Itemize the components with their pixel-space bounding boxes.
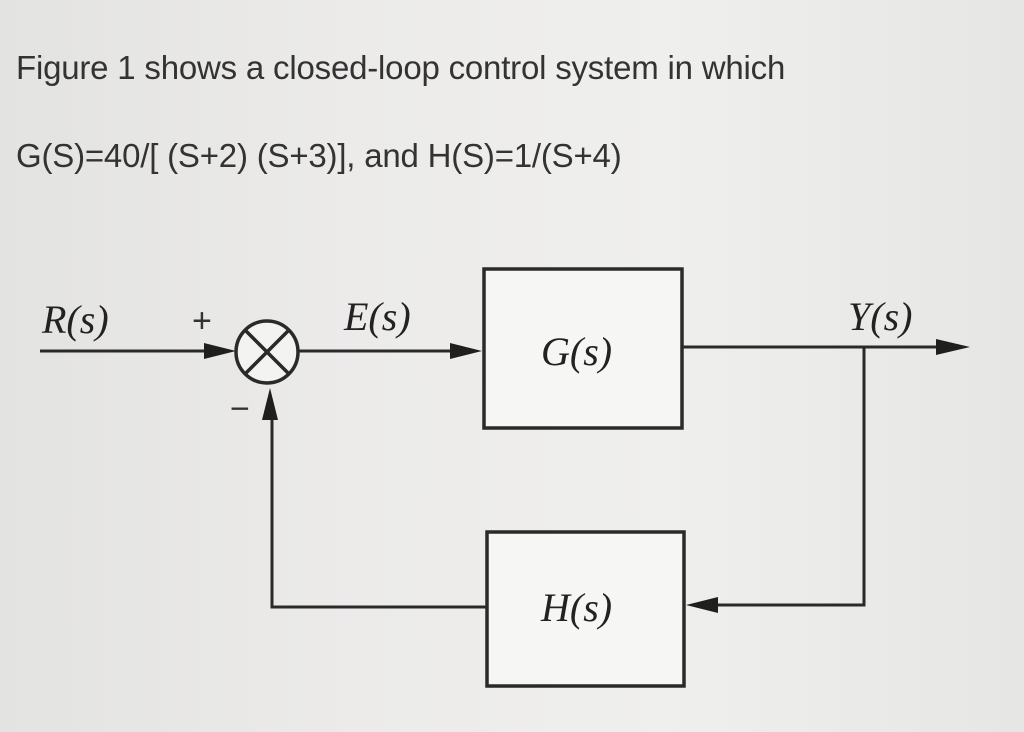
output-label: Y(s) (848, 294, 913, 339)
input-label: R(s) (42, 297, 109, 342)
error-label: E(s) (344, 294, 411, 339)
feedback-arrowhead (686, 597, 718, 613)
problem-statement-line-1: Figure 1 shows a closed-loop control system in which (16, 49, 786, 86)
plus-sign: + (192, 302, 212, 340)
problem-statement-line-2: G(S)=40/[ (S+2) (S+3)], and H(S)=1/(S+4) (16, 137, 622, 174)
summing-junction (236, 321, 298, 383)
forward-block-label: G(s) (541, 329, 613, 374)
output-arrowhead (936, 339, 970, 355)
error-arrowhead (450, 343, 482, 359)
feedback-return-arrowhead (262, 388, 278, 420)
input-arrowhead (204, 343, 236, 359)
feedback-return-line (272, 418, 487, 607)
feedback-takeoff-line (712, 347, 864, 605)
minus-sign: − (230, 390, 250, 428)
feedback-block-label: H(s) (541, 585, 613, 630)
